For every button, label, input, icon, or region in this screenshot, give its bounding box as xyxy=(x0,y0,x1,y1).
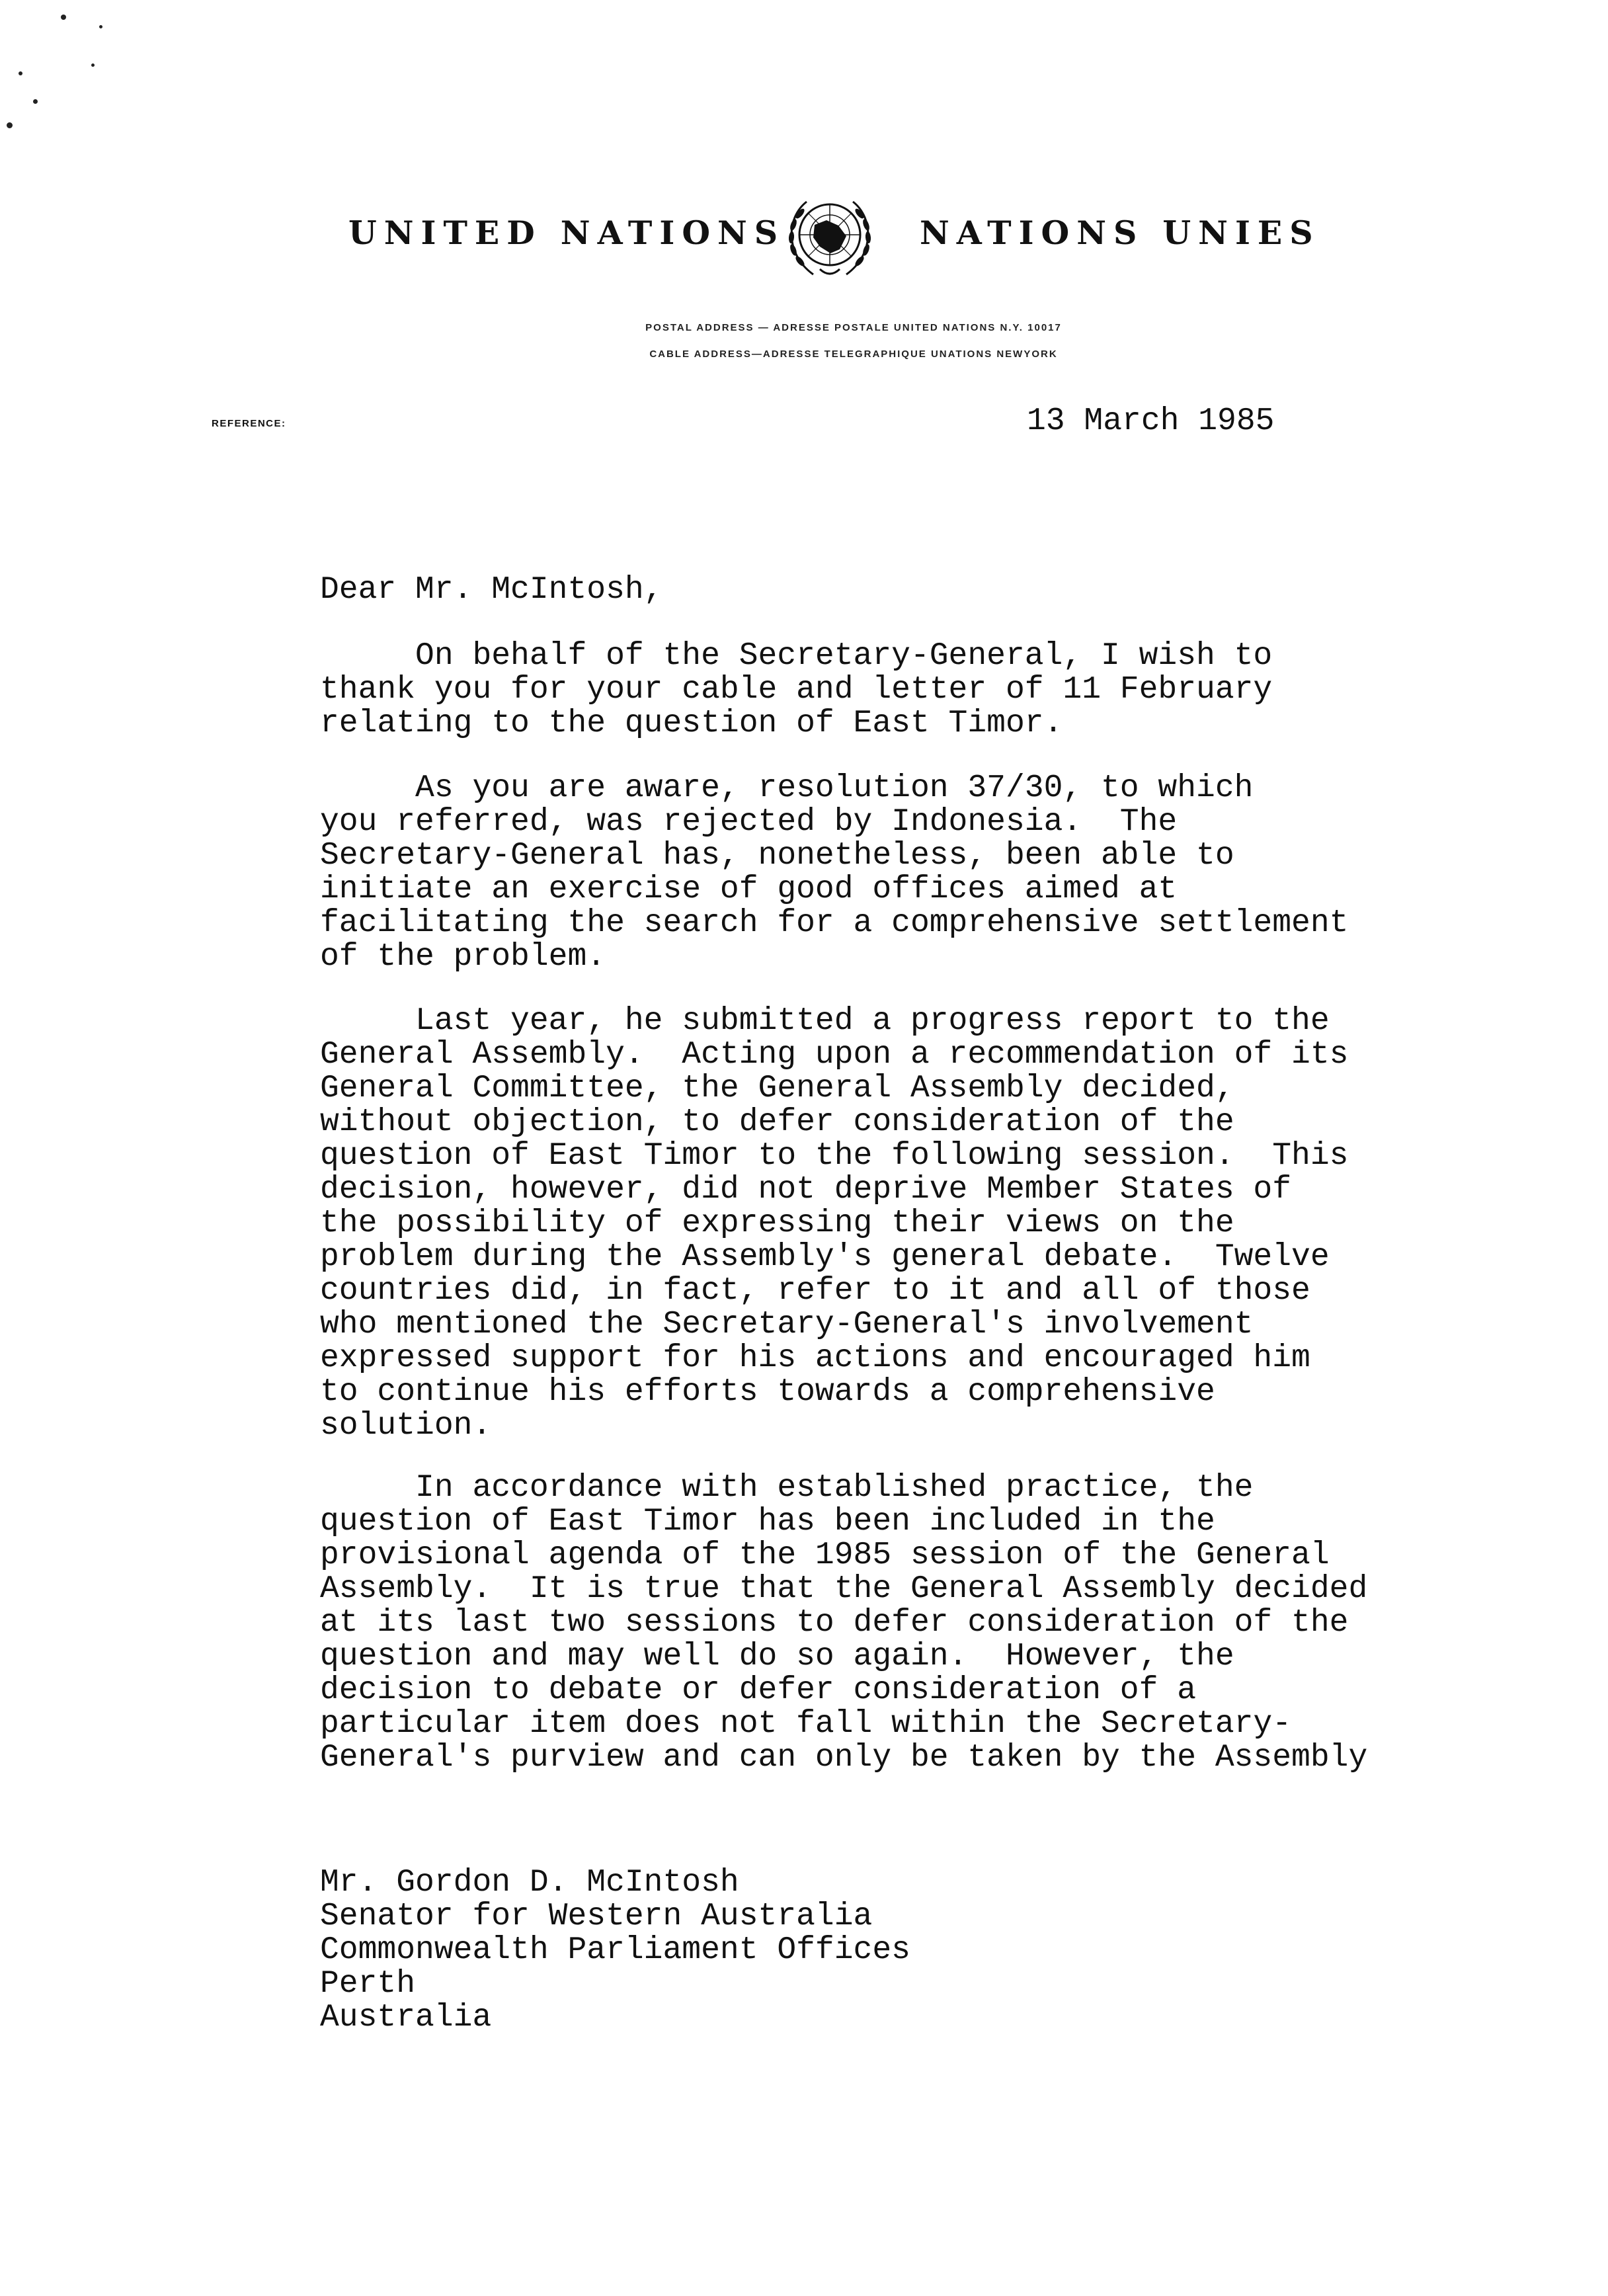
letter-date: 13 March 1985 xyxy=(1027,403,1275,439)
paragraph-4: In accordance with established practice, the question of East Timor has been included in the provisional agenda of the 1985 session of the General Assembly. It is true that the General Assembly decided at its last two sessions to defer consideration of the question and may well do so again. However, the decision to debate or defer consideration of a particular item does not fall within the Secretary- General's purview and can only be taken by the Assembly xyxy=(320,1470,1368,1776)
paragraph-1: On behalf of the Secretary-General, I wish to thank you for your cable and letter of 11 February relating to the question of East Timor. xyxy=(320,638,1273,741)
recipient-name: Mr. Gordon D. McIntosh xyxy=(320,1865,739,1901)
un-emblem-icon xyxy=(774,188,886,288)
recipient-address xyxy=(320,1866,910,2035)
salutation: Dear Mr. McIntosh, xyxy=(320,572,663,608)
cable-address: CABLE ADDRESS—ADRESSE TELEGRAPHIQUE UNATIONS NEWYORK xyxy=(649,348,1058,360)
paragraph-3: Last year, he submitted a progress report to the General Assembly. Acting upon a recommendation of its General Committee, the General Assembly decided, without objection, to defer consideration of the question of East Timor to the following session. This decision, however, did not deprive Member States of the possibility of expressing their views on the problem during the Assembly's general debate. Twelve countries did, in fact, refer to it and all of those who mentioned the Secretary-General's involvement expressed support for his actions and encouraged him to continue his efforts towards a comprehensive solution. xyxy=(320,1003,1349,1444)
recipient-city: Perth xyxy=(320,1966,416,2002)
recipient-office: Commonwealth Parliament Offices xyxy=(320,1932,910,1968)
postal-address: POSTAL ADDRESS — ADRESSE POSTALE UNITED NATIONS N.Y. 10017 xyxy=(645,322,1062,333)
reference-label: REFERENCE: xyxy=(212,418,286,429)
letterhead-french-name: NATIONS UNIES xyxy=(920,214,1320,252)
recipient-country: Australia xyxy=(320,2000,492,2035)
letterhead-english-name: UNITED NATIONS xyxy=(348,214,785,252)
letterhead xyxy=(0,188,1608,288)
paragraph-2: As you are aware, resolution 37/30, to which you referred, was rejected by Indonesia. The Secretary-General has, nonetheless, been able to initiate an exercise of good offices aimed at facilitating the search for a comprehensive settlement of the problem. xyxy=(320,770,1349,975)
recipient-title: Senator for Western Australia xyxy=(320,1899,873,1934)
letterhead-addresses xyxy=(0,315,1608,368)
